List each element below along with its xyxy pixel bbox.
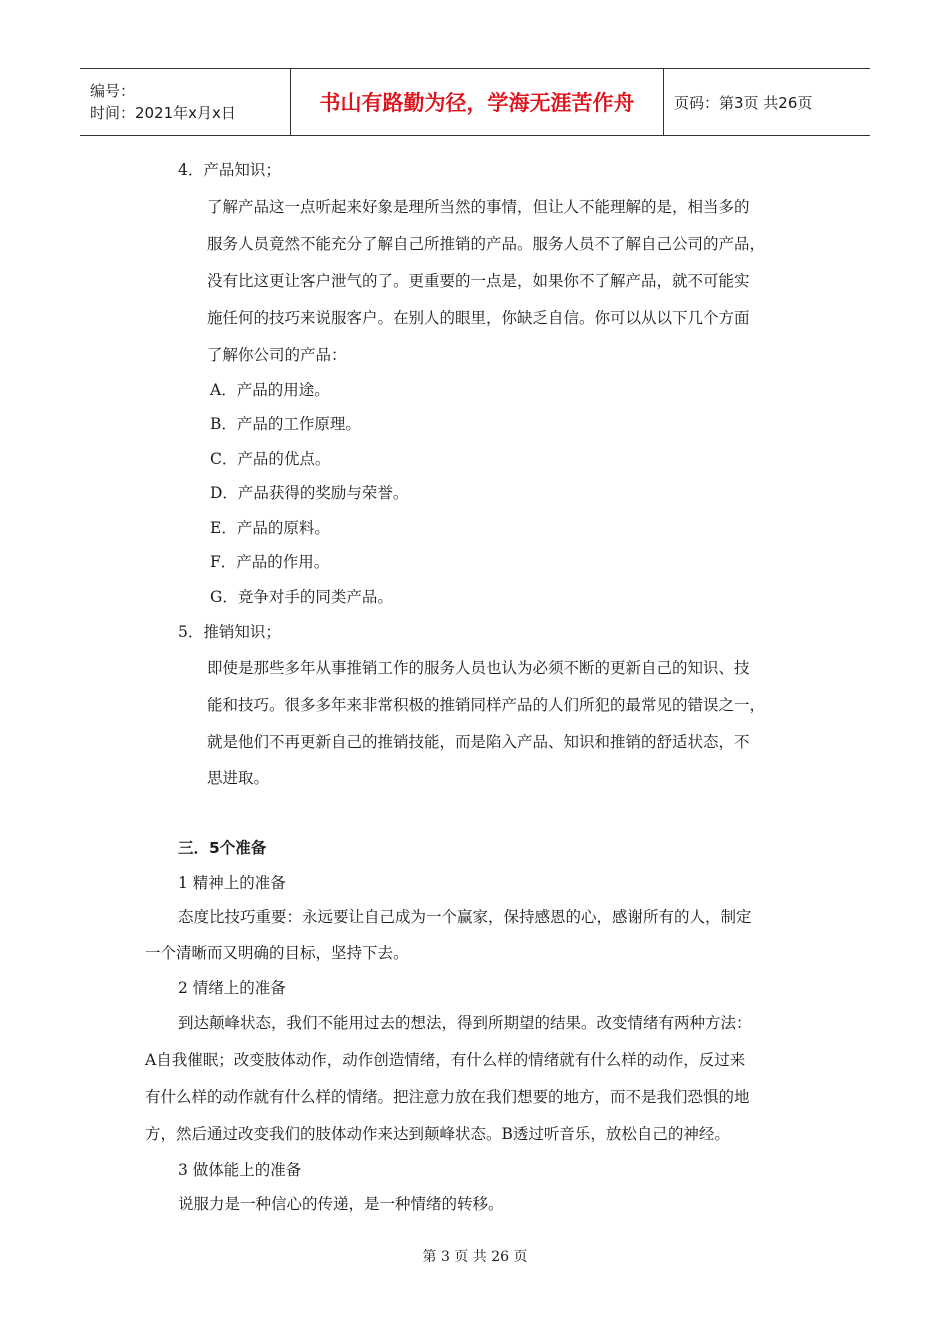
section5-para-line: 思进取。 xyxy=(207,769,270,787)
section4-item: E．产品的原料。 xyxy=(210,519,330,537)
section5-para-line: 即使是那些多年从事推销工作的服务人员也认为必须不断的更新自己的知识、技 xyxy=(207,659,750,677)
section4-item: G．竞争对手的同类产品。 xyxy=(210,588,393,606)
part3-sub2-para-line: A自我催眠；改变肢体动作，动作创造情绪，有什么样的情绪就有什么样的动作，反过来 xyxy=(145,1051,746,1069)
header-table xyxy=(80,68,870,136)
section5-para-line: 就是他们不再更新自己的推销技能，而是陷入产品、知识和推销的舒适状态，不 xyxy=(207,733,750,751)
number-label: 编号： xyxy=(90,82,136,100)
section4-para-line: 服务人员竟然不能充分了解自己所推销的产品。服务人员不了解自己公司的产品， xyxy=(207,235,766,253)
part3-sub1-para-line: 一个清晰而又明确的目标，坚持下去。 xyxy=(145,944,409,962)
part3-sub3: 3 做体能上的准备 xyxy=(178,1161,302,1179)
section4-item: B．产品的工作原理。 xyxy=(210,415,361,433)
section5-para-line: 能和技巧。很多多年来非常积极的推销同样产品的人们所犯的最常见的错误之一， xyxy=(207,696,766,714)
section4-para-line: 了解产品这一点听起来好象是理所当然的事情，但让人不能理解的是，相当多的 xyxy=(207,198,750,216)
section5-title: 5．推销知识； xyxy=(178,623,281,641)
page-footer: 第 3 页 共 26 页 xyxy=(422,1249,528,1265)
part3-sub3-para-line: 说服力是一种信心的传递，是一种情绪的转移。 xyxy=(178,1195,504,1213)
part3-sub1: 1 精神上的准备 xyxy=(178,874,286,892)
section4-para-line: 没有比这更让客户泄气的了。更重要的一点是，如果你不了解产品，就不可能实 xyxy=(207,272,750,290)
header-page-info: 页码：第3页 共26页 xyxy=(664,69,871,136)
part3-sub2-para-line: 到达颠峰状态，我们不能用过去的想法，得到所期望的结果。改变情绪有两种方法： xyxy=(178,1014,752,1032)
section4-item: D．产品获得的奖励与荣誉。 xyxy=(210,484,409,502)
time-label: 时间：2021年x月x日 xyxy=(90,104,236,122)
section4-title: 4．产品知识； xyxy=(178,161,281,179)
section4-para-line: 施任何的技巧来说服客户。在别人的眼里，你缺乏自信。你可以从以下几个方面 xyxy=(207,309,750,327)
part3-heading: 三．5个准备 xyxy=(178,839,267,857)
section4-item: F．产品的作用。 xyxy=(210,553,330,571)
header-motto: 书山有路勤为径，学海无涯苦作舟 xyxy=(291,69,664,136)
section4-item: C．产品的优点。 xyxy=(210,450,331,468)
section4-item: A．产品的用途。 xyxy=(210,381,330,399)
section4-para-line: 了解你公司的产品： xyxy=(207,346,347,364)
header-meta xyxy=(80,69,291,136)
part3-sub2: 2 情绪上的准备 xyxy=(178,979,286,997)
part3-sub1-para-line: 态度比技巧重要：永远要让自己成为一个赢家，保持感恩的心，感谢所有的人，制定 xyxy=(178,908,752,926)
part3-sub2-para-line: 有什么样的动作就有什么样的情绪。把注意力放在我们想要的地方，而不是我们恐惧的地 xyxy=(145,1088,750,1106)
part3-sub2-para-line: 方，然后通过改变我们的肢体动作来达到颠峰状态。B透过听音乐，放松自己的神经。 xyxy=(145,1125,730,1143)
